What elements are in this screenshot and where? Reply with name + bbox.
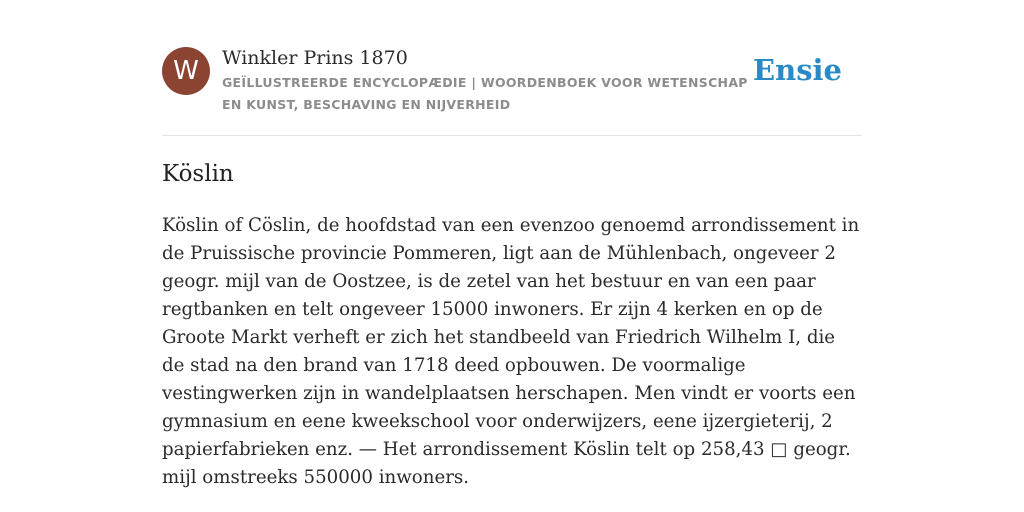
source-avatar[interactable]: W <box>162 47 210 95</box>
source-subtitle: GEÏLLUSTREERDE ENCYCLOPÆDIE | WOORDENBOEK VOOR WETENSCHAP EN KUNST, BESCHAVING EN NIJVERHEID <box>222 75 748 112</box>
header-divider <box>162 135 862 136</box>
entry-text: Köslin of Cöslin, de hoofdstad van een evenzoo genoemd arrondissement in de Pruissische provincie Pommeren, ligt aan de Mühlenbach, ongeveer 2 geogr. mijl van de Oostzee, is de zetel van het bestuur en van een paar regtbanken en telt ongeveer 15000 inwoners. Er zijn 4 kerken en op de Groote Markt verheft er zich het standbeeld van Friedrich Wilhelm I, die de stad na den brand van 1718 deed opbouwen. De voormalige vestingwerken zijn in wandelplaatsen herschapen. Men vindt er voorts een gymnasium en eene kweekschool voor onderwijzers, eene ijzergieterij, 2 papierfabrieken enz. — Het arrondissement Köslin telt op 258,43 □ geogr. mijl omstreeks 550000 inwoners. <box>162 215 860 488</box>
source-title[interactable]: Winkler Prins 1870 <box>222 47 408 69</box>
entry-title: Köslin <box>162 161 234 187</box>
ensie-logo[interactable]: Ensie <box>753 53 842 87</box>
source-header <box>162 46 862 118</box>
